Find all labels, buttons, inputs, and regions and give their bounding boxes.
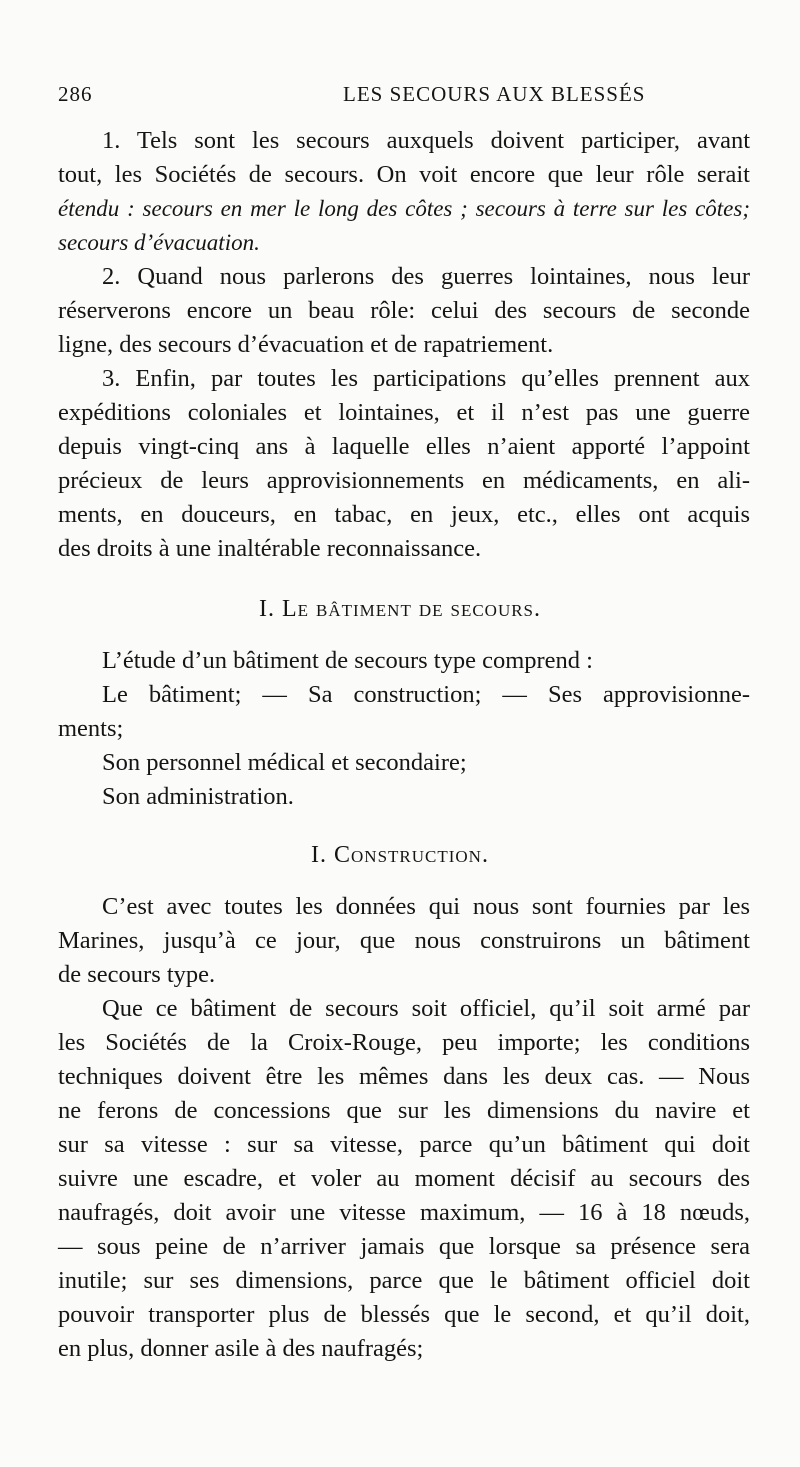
text-line: naufragés, doit avoir une vitesse maximum, — 16 à 18 nœuds,: [58, 1199, 750, 1226]
text-line: inutile; sur ses dimensions, parce que le bâtiment officiel doit: [58, 1267, 750, 1294]
text-line: suivre une escadre, et voler au moment décisif au secours des: [58, 1165, 750, 1192]
text-line: en plus, donner asile à des naufragés;: [58, 1335, 424, 1362]
text-line: réserverons encore un beau rôle: celui des secours de seconde: [58, 297, 750, 324]
text-line: tout, les Sociétés de secours. On voit encore que leur rôle serait: [58, 161, 750, 188]
text-line: sur sa vitesse : sur sa vitesse, parce qu’un bâtiment qui doit: [58, 1131, 750, 1158]
text-line: techniques doivent être les mêmes dans les deux cas. — Nous: [58, 1063, 750, 1090]
text-line: C’est avec toutes les données qui nous sont fournies par les: [102, 893, 750, 920]
page-number: 286: [58, 82, 93, 106]
text-line: de secours type.: [58, 961, 216, 988]
text-line: expéditions coloniales et lointaines, et il n’est pas une guerre: [58, 399, 750, 426]
text-line: des droits à une inaltérable reconnaissance.: [58, 535, 482, 562]
text-line: 2. Quand nous parlerons des guerres lointaines, nous leur: [102, 263, 750, 290]
text-line: Le bâtiment; — Sa construction; — Ses approvisionne-: [102, 681, 750, 708]
text-line: étendu : secours en mer le long des côtes ; secours à terre sur les côtes;: [58, 196, 750, 221]
text-line: Que ce bâtiment de secours soit officiel, qu’il soit armé par: [102, 995, 750, 1022]
text-line: Marines, jusqu’à ce jour, que nous construirons un bâtiment: [58, 927, 750, 954]
text-line: pouvoir transporter plus de blessés que le second, et qu’il doit,: [58, 1301, 750, 1328]
text-line: Son personnel médical et secondaire;: [102, 749, 467, 776]
text-line: 3. Enfin, par toutes les participations qu’elles prennent aux: [102, 365, 750, 392]
text-line: ments, en douceurs, en tabac, en jeux, etc., elles ont acquis: [58, 501, 750, 528]
text-line: depuis vingt-cinq ans à laquelle elles n’aient apporté l’appoint: [58, 433, 750, 460]
text-line: ments;: [58, 715, 124, 742]
subsection-heading: I. Construction.: [311, 842, 489, 868]
text-line: — sous peine de n’arriver jamais que lorsque sa présence sera: [58, 1233, 750, 1260]
text-line: 1. Tels sont les secours auxquels doivent participer, avant: [102, 127, 750, 154]
text-line: les Sociétés de la Croix-Rouge, peu importe; les conditions: [58, 1029, 750, 1056]
section-heading: I. Le bâtiment de secours.: [258, 596, 542, 622]
text-line: ne ferons de concessions que sur les dimensions du navire et: [58, 1097, 750, 1124]
text-line: précieux de leurs approvisionnements en médicaments, en ali-: [58, 467, 750, 494]
text-line: ligne, des secours d’évacuation et de rapatriement.: [58, 331, 554, 358]
text-line: L’étude d’un bâtiment de secours type comprend :: [102, 647, 593, 674]
text-line: Son administration.: [102, 783, 294, 810]
text-line: secours d’évacuation.: [58, 230, 260, 255]
page-header: [58, 82, 758, 112]
running-title: LES SECOURS AUX BLESSÉS: [343, 82, 646, 106]
